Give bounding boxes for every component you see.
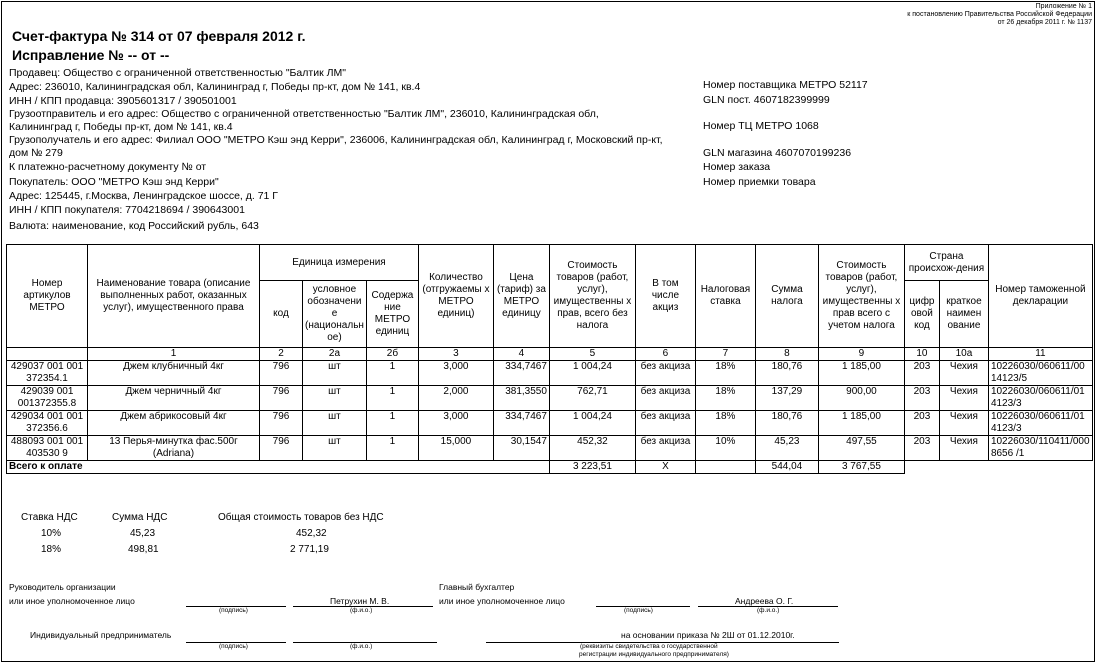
total-excise: X [635,461,695,474]
cell-name: Джем клубничный 4кг [88,361,260,386]
cell-unit-code: 796 [260,386,303,411]
header-cost-with-tax: Стоимость товаров (работ, услуг), имущественны х прав всего с учетом налога [818,245,904,348]
head-label-2: или иное уполномоченное лицо [9,596,135,606]
col-number: 10а [939,348,988,361]
col-number: 9 [818,348,904,361]
cell-article: 429037 001 001 372354.1 [7,361,88,386]
cell-qty: 3,000 [418,411,493,436]
total-blank [988,461,1092,474]
col-number: 8 [755,348,818,361]
order-basis: на основании приказа № 2Ш от 01.12.2010г. [621,630,795,640]
cell-tax: 180,76 [755,361,818,386]
shipper-line-2: Калининград г, Победы пр-кт, дом № 141, кв.4 [9,121,233,133]
cell-country-name: Чехия [939,361,988,386]
cell-customs: 10226030/110411/0008656 /1 [988,436,1092,461]
col-number: 2 [260,348,303,361]
cell-customs: 10226030/060611/014123/3 [988,386,1092,411]
cell-unit-content: 1 [366,436,418,461]
cell-excise: без акциза [635,386,695,411]
cell-unit-code: 796 [260,436,303,461]
col-number: 5 [549,348,635,361]
cell-country-code: 203 [904,411,939,436]
invoice-correction: Исправление № -- от -- [12,47,170,63]
total-row [7,461,1093,474]
cell-tax: 137,29 [755,386,818,411]
currency-line: Валюта: наименование, код Российский рубль, 643 [9,220,259,232]
accountant-label-2: или иное уполномоченное лицо [439,596,565,606]
cell-unit-content: 1 [366,361,418,386]
buyer-address: Адрес: 125445, г.Москва, Ленинградское шоссе, д. 71 Г [9,190,278,202]
column-numbers-row [7,348,1093,361]
cell-total: 900,00 [818,386,904,411]
tc-number: Номер ТЦ МЕТРО 1068 [703,120,819,132]
total-sum: 3 767,55 [818,461,904,474]
cell-unit-content: 1 [366,411,418,436]
vat-sum: 498,81 [128,544,159,555]
vat-rate: 18% [41,544,62,555]
cell-cost: 762,71 [549,386,635,411]
accountant-name: Андреева О. Г. [735,596,794,606]
vat-rate: 10% [41,528,62,539]
cell-country-name: Чехия [939,386,988,411]
header-tax-rate: Налоговая ставка [695,245,755,348]
head-name: Петрухин М. В. [330,596,390,606]
shipper-line-1: Грузоотправитель и его адрес: Общество с ограниченной ответственностью "Балтик ЛМ", 236010, Калининградская обл, [9,108,599,120]
invoice-title: Счет-фактура № 314 от 07 февраля 2012 г. [12,28,306,44]
cell-excise: без акциза [635,436,695,461]
col-number: 2а [303,348,367,361]
accountant-fio-caption: (ф.и.о.) [757,607,780,614]
ip-sign-caption: (подпись) [219,643,248,650]
col-number: 4 [493,348,549,361]
cell-tax: 45,23 [755,436,818,461]
cell-qty: 2,000 [418,386,493,411]
cell-country-code: 203 [904,386,939,411]
ip-label: Индивидуальный предприниматель [30,630,172,640]
consignee-line-2: дом № 279 [9,147,63,159]
cell-unit-symbol: шт [303,411,367,436]
total-label: Всего к оплате [7,461,550,474]
cell-tax: 180,76 [755,411,818,436]
vat-header-base: Общая стоимость товаров без НДС [218,512,384,523]
header-unit-content: Содержа ние МЕТРО единиц [366,281,418,348]
invoice-table [6,244,1093,474]
cell-rate: 18% [695,411,755,436]
col-number: 10 [904,348,939,361]
header-name: Наименование товара (описание выполненных работ, оказанных услуг), имущественного права [88,245,260,348]
appendix-note [907,3,1092,27]
total-rate-empty [695,461,755,474]
table-row [7,361,1093,386]
cell-article: 429039 001 001372355.8 [7,386,88,411]
gln-post: GLN пост. 4607182399999 [703,94,830,106]
col-number: 3 [418,348,493,361]
total-blank [939,461,988,474]
buyer-inn: ИНН / КПП покупателя: 7704218694 / 390643001 [9,204,245,216]
consignee-line-1: Грузополучатель и его адрес: Филиал ООО "МЕТРО Кэш энд Керри", 236006, Калининградская обл, Калининград г, Московский пр-кт, [9,134,663,146]
cell-country-code: 203 [904,361,939,386]
head-sign-caption: (подпись) [219,607,248,614]
table-row [7,436,1093,461]
header-customs: Номер таможенной декларации [988,245,1092,348]
header-unit-symbol: условное обозначени е (национальн ое) [303,281,367,348]
total-cost: 3 223,51 [549,461,635,474]
cell-country-name: Чехия [939,436,988,461]
cell-name: Джем абрикосовый 4кг [88,411,260,436]
cell-country-code: 203 [904,436,939,461]
buyer-line: Покупатель: ООО "МЕТРО Кэш энд Керри" [9,176,219,188]
cell-excise: без акциза [635,361,695,386]
cell-price: 334,7467 [493,411,549,436]
vat-header-sum: Сумма НДС [112,512,168,523]
seller-inn: ИНН / КПП продавца: 3905601317 / 390501001 [9,95,237,107]
requisites-caption-1: (реквизиты свидетельства о государственной [580,643,718,650]
col-number: 1 [88,348,260,361]
cell-price: 381,3550 [493,386,549,411]
accountant-sign-caption: (подпись) [624,607,653,614]
receipt-number: Номер приемки товара [703,176,816,188]
cell-total: 1 185,00 [818,361,904,386]
col-number: 2б [366,348,418,361]
head-label-1: Руководитель организации [9,582,116,592]
supplier-number: Номер поставщика МЕТРО 52117 [703,79,868,91]
cell-total: 497,55 [818,436,904,461]
header-excise: В том числе акциз [635,245,695,348]
header-tax-sum: Сумма налога [755,245,818,348]
cell-name: 13 Перья-минутка фас.500г (Adriana) [88,436,260,461]
vat-base: 2 771,19 [290,544,329,555]
header-unit: Единица измерения [260,245,419,281]
header-cost-no-tax: Стоимость товаров (работ, услуг), имущественны х прав, всего без налога [549,245,635,348]
cell-article: 488093 001 001 403530 9 [7,436,88,461]
cell-cost: 1 004,24 [549,361,635,386]
col-number: 6 [635,348,695,361]
cell-unit-symbol: шт [303,386,367,411]
accountant-label-1: Главный бухгалтер [439,582,515,592]
cell-name: Джем черничный 4кг [88,386,260,411]
cell-unit-symbol: шт [303,436,367,461]
gln-store: GLN магазина 4607070199236 [703,147,852,159]
cell-unit-code: 796 [260,361,303,386]
cell-total: 1 185,00 [818,411,904,436]
cell-article: 429034 001 001 372356.6 [7,411,88,436]
header-country: Страна происхож-дения [904,245,988,281]
table-row [7,411,1093,436]
requisites-caption-2: регистрации индивидуального предпринимателя) [579,651,729,658]
seller-address: Адрес: 236010, Калининградская обл, Калининград г, Победы пр-кт, дом № 141, кв.4 [9,81,421,93]
cell-unit-content: 1 [366,386,418,411]
col-number: 7 [695,348,755,361]
header-country-code: цифр овой код [904,281,939,348]
vat-header-rate: Ставка НДС [21,512,78,523]
col-number: 11 [988,348,1092,361]
cell-qty: 3,000 [418,361,493,386]
header-country-name: краткое наимен ование [939,281,988,348]
vat-sum: 45,23 [130,528,156,539]
cell-cost: 1 004,24 [549,411,635,436]
seller-line: Продавец: Общество с ограниченной ответственностью "Балтик ЛМ" [9,67,346,79]
table-row [7,386,1093,411]
header-qty: Количество (отгружаемы х МЕТРО единиц) [418,245,493,348]
cell-unit-symbol: шт [303,361,367,386]
header-unit-code: код [260,281,303,348]
appendix-line-2: к постановлению Правительства Российской Федерации [907,11,1092,18]
head-fio-caption: (ф.и.о.) [350,607,373,614]
vat-base: 452,32 [296,528,327,539]
payment-document: К платежно-расчетному документу № от [9,161,207,173]
appendix-line-3: от 26 декабря 2011 г. № 1137 [997,19,1092,26]
cell-customs: 10226030/060611/0014123/5 [988,361,1092,386]
cell-excise: без акциза [635,411,695,436]
cell-unit-code: 796 [260,411,303,436]
cell-price: 30,1547 [493,436,549,461]
appendix-line-1: Приложение № 1 [1035,3,1092,10]
header-article: Номер артикулов МЕТРО [7,245,88,348]
total-tax: 544,04 [755,461,818,474]
header-price: Цена (тариф) за МЕТРО единицу [493,245,549,348]
ip-fio-caption: (ф.и.о.) [350,643,373,650]
cell-qty: 15,000 [418,436,493,461]
cell-rate: 18% [695,361,755,386]
total-blank [904,461,939,474]
cell-country-name: Чехия [939,411,988,436]
cell-customs: 10226030/060611/014123/3 [988,411,1092,436]
cell-price: 334,7467 [493,361,549,386]
cell-rate: 10% [695,436,755,461]
cell-cost: 452,32 [549,436,635,461]
cell-rate: 18% [695,386,755,411]
col-number [7,348,88,361]
order-number: Номер заказа [703,161,771,173]
